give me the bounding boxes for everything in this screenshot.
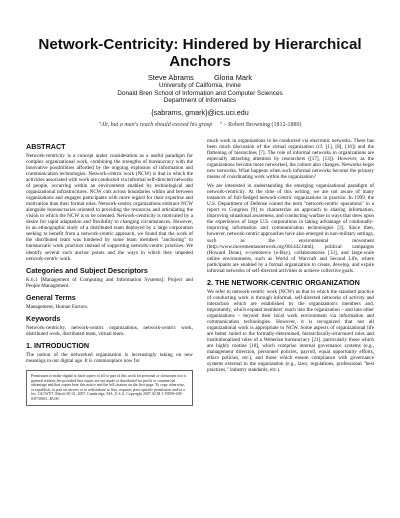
left-column: [26, 138, 193, 406]
right-column: [207, 138, 374, 406]
abstract-text: Network-centricity is a concept under consideration as a useful paradigm for complex organizational work, combining the strengths of bureaucracy with the innovative possibilities afforded by the ongoing explosion of information and communication technologies. Network-centric work (NCW) is that in which the activities associated with work are conducted via informal self-directed networks of people, occurring within an environment enabled by technological and organizational infrastructures. NCW cuts across boundaries within and between organizations and engages participants with more regard for their expertise and motivation than their formal roles. Network-centric organizations embrace NCW alongside bureaucracies oriented to providing the resources and articulating the vision to which the NCW is to be oriented. Network-centricity is motivated by a desire for rapid adaptation and flexibility to changing circumstances. However, in an ethnographic study of a distributed team deployed by a large corporation seeking to benefit from a network-centric approach, we found that the work of the distributed team was hindered by some team members "anchoring" to bureaucratic work practices instead of supporting network-centric practices. We identify several such anchor points and the ways in which they impeded network-centric work.: [26, 152, 193, 262]
terms-text: Management, Human Factors.: [26, 303, 89, 310]
author-name: Steve Abrams: [147, 73, 194, 82]
body-paragraph: much work in organizations to be conducted via electronic networks. There has been much discussion of the virtual organization (cf. [1], [8], [16]) and the flattening of hierarchies [7]. The role of informal networks in organizations are especially attracting attention by researchers ([17], [13]). However, as the organizations become more networked, the culture also changes. Networks beget new networks. What happens when such informal networks become the primary means of coordinating work within the organization?: [207, 137, 374, 181]
paper-title: Network-Centricity: Hindered by Hierarchical Anchors: [38, 36, 362, 70]
author-list: [26, 73, 374, 82]
body-paragraph: We refer to network-centric work (NCW) as that in which the standard practice of conducting work is through informal, self-directed networks of activity and interaction which are established by the organization's members and, importantly, which expand members' reach into the organization – and into other organizations – beyond their local work environment via information and communication technologies. However, it is recognized that not all organizational work is appropriate to NCW. Some aspects of organizational life are better suited to the formally-determined, hierarchically-structured roles and institutionalized rules of a Weberian bureaucracy [21], particularly those which are highly routine [18], which comprise internal governance systems (e.g., management direction, personnel policies, payroll, equal opportunity efforts, ethics policies, etc.), and those which ensure compliance with governance systems external to the organization (e.g., laws, regulations, professional "best practices," industry standards, etc.).: [207, 288, 374, 374]
affiliation-line: Department of Informatics: [163, 97, 237, 105]
two-column-body: [26, 138, 374, 406]
introduction-heading: 1. INTRODUCTION: [26, 340, 90, 350]
categories-text: K.6.1 [Management of Computing and Information Systems]: Project and People Management.: [26, 276, 193, 289]
permission-text: Permission to make digital or hard copies of all or part of this work for personal or classroom use is granted without fee provided that copies are not made or distributed for profit or commercial advantage and that copies bear this notice and the full citation on the first page. To copy otherwise, or republish, to post on servers or to redistribute to lists, requires prior specific permission and/or a fee. CSCW'07, March 30-31, 2007, Cambridge, MA, U.S.A. Copyright 2007 ACM 1-59593-639-0/07/0003...$5.00.: [31, 373, 187, 401]
section-heading: 2. THE NETWORK-CENTRIC ORGANIZATION: [207, 277, 360, 287]
epigraph-author: " – Robert Browning (1812-1889): [219, 121, 302, 128]
epigraph: [26, 122, 374, 128]
affiliation-line: University of California, Irvine: [159, 82, 241, 89]
body-paragraph: We are interested in understanding the emerging organizational paradigm of network-centricity. At the time of this writing, we are not aware of many instances of full-fledged network-centric organizations in practice. In 1999, the U.S. Department of Defense coined the term "network-centric operations" in a report to Congress [9] to characterize an approach to sharing information, improving situational awareness, and conducting warfare in ways that drew upon the experiences of large U.S. corporations in taking advantage of continually-improving information and communication technologies [3]. Since then, however, network-centric approaches have also emerged in non-military settings, such as the environmental movement (http://www.movementasnetwork.org/001442.html), political campaigns (Howard Dean), e-commerce (e-Bay), collaboratories [13], and large-scale online environments, such as World of Warcraft and Second Life, where participants are enabled by a formal organization to create, develop, and expire informal networks of self-directed activities to achieve collective goals.: [207, 183, 374, 274]
epigraph-quote: "Ah, but a man's reach should exceed his grasp: [98, 121, 213, 128]
terms-heading: General Terms: [26, 292, 76, 302]
permission-notice: [26, 370, 193, 406]
author-name: Gloria Mark: [213, 73, 253, 82]
affiliation: [26, 82, 374, 105]
affiliation-line: Donald Bren School of Information and Computer Sciences: [117, 89, 283, 97]
categories-heading: Categories and Subject Descriptors: [26, 265, 148, 275]
keywords-text: Network-centricity, network-centric organizations, network-centric work, distributed work, distributed team, virtual team.: [26, 324, 193, 337]
author-email: {sabrams, gmark}@ics.uci.edu: [151, 107, 249, 117]
keywords-heading: Keywords: [26, 313, 61, 323]
introduction-text: The notion of the networked organization is increasingly taking on new meanings in our digital age. It is commonplace now for: [26, 351, 193, 364]
abstract-heading: ABSTRACT: [26, 141, 66, 151]
